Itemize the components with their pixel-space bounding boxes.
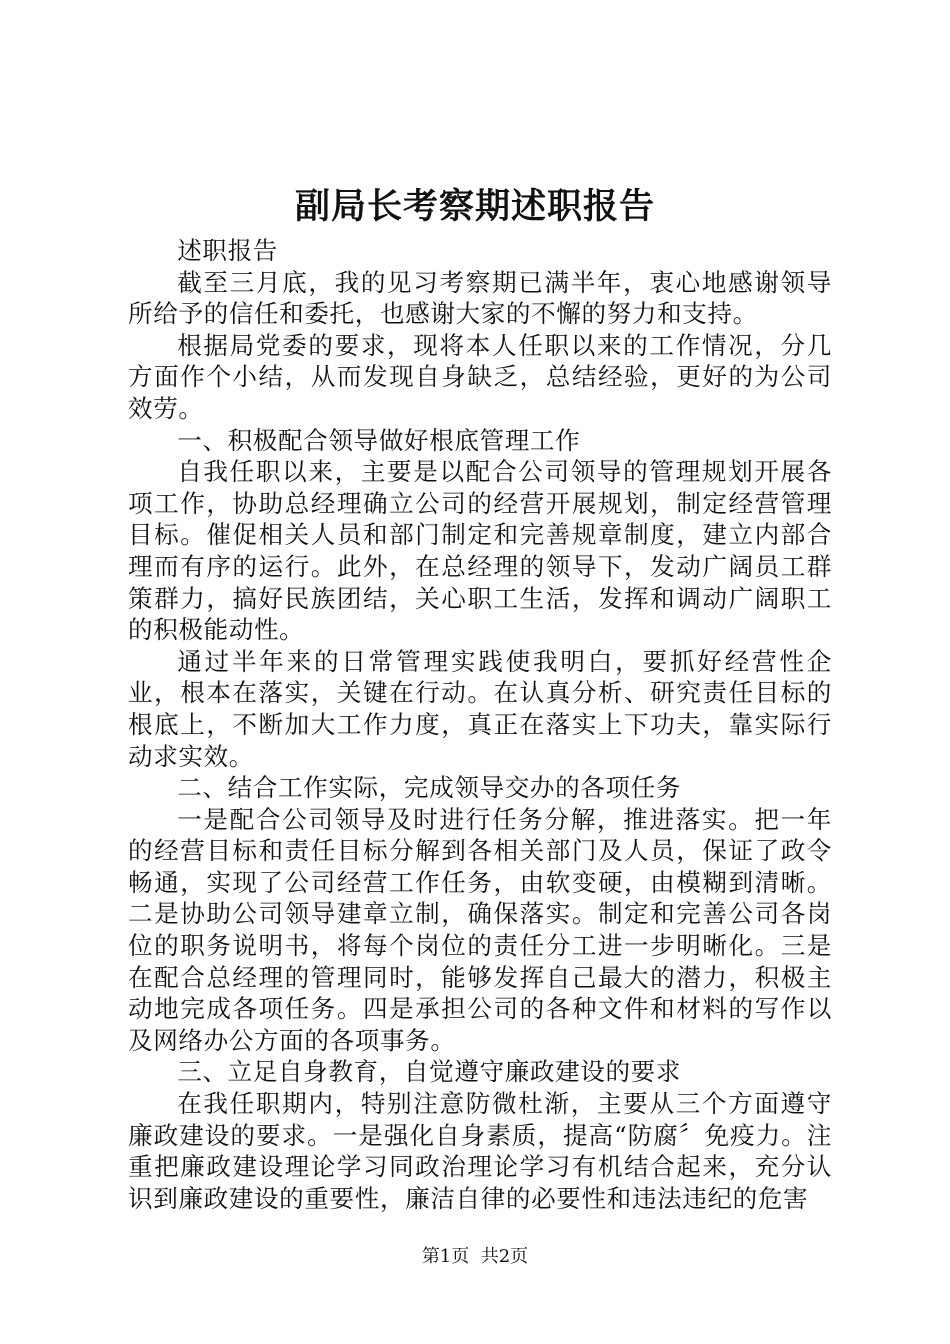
- paragraph-heading-label: 述职报告: [177, 236, 278, 265]
- paragraph-summary-purpose: 根据局党委的要求，现将本人任职以来的工作情况，分几方面作个小结，从而发现自身缺乏，总结经验，更好的为公司效劳。: [128, 330, 832, 423]
- paragraph-intro: 截至三月底，我的见习考察期已满半年，衷心地感谢领导所给予的信任和委托，也感谢大家的不懈的努力和支持。: [128, 267, 832, 329]
- paragraph-section-3-body: 在我任职期内，特别注意防微杜渐，主要从三个方面遵守廉政建设的要求。一是强化自身素质，提高“防腐〞免疫力。注重把廉政建设理论学习同政治理论学习有机结合起来，充分认识到廉政建设的重要性，廉洁自律的必要性和违法违纪的危害: [128, 1089, 832, 1213]
- section-heading-2: 二、结合工作实际，完成领导交办的各项任务: [177, 773, 682, 803]
- paragraph-section-2-body: 一是配合公司领导及时进行任务分解，推进落实。把一年的经营目标和责任目标分解到各相关部门及人员，保证了政令畅通，实现了公司经营工作任务，由软变硬，由模糊到清晰。二是协助公司领导建章立制，确保落实。制定和完善公司各岗位的职务说明书，将每个岗位的责任分工进一步明晰化。三是在配合总经理的管理同时，能够发挥自己最大的潜力，积极主动地完成各项任务。四是承担公司的各种文件和材料的写作以及网络办公方面的各项事务。: [128, 804, 832, 1055]
- paragraph-section-1-body: 自我任职以来，主要是以配合公司领导的管理规划开展各项工作，协助总经理确立公司的经营开展规划，制定经营管理目标。催促相关人员和部门制定和完善规章制度，建立内部合理而有序的运行。此外，在总经理的领导下，发动广阔员工群策群力，搞好民族团结，关心职工生活，发挥和调动广阔职工的积极能动性。: [128, 457, 832, 645]
- page-footer: 第1页 共2页: [421, 1246, 529, 1267]
- section-heading-3: 三、立足自身教育，自觉遵守廉政建设的要求: [177, 1057, 682, 1087]
- section-heading-1: 一、积极配合领导做好根底管理工作: [177, 425, 581, 455]
- document-title: 副局长考察期述职报告: [294, 186, 655, 227]
- document-body: [128, 235, 832, 1214]
- paragraph-section-1-conclusion: 通过半年来的日常管理实践使我明白，要抓好经营性企业，根本在落实，关键在行动。在认真分析、研究责任目标的根底上，不断加大工作力度，真正在落实上下功夫，靠实际行动求实效。: [128, 646, 832, 771]
